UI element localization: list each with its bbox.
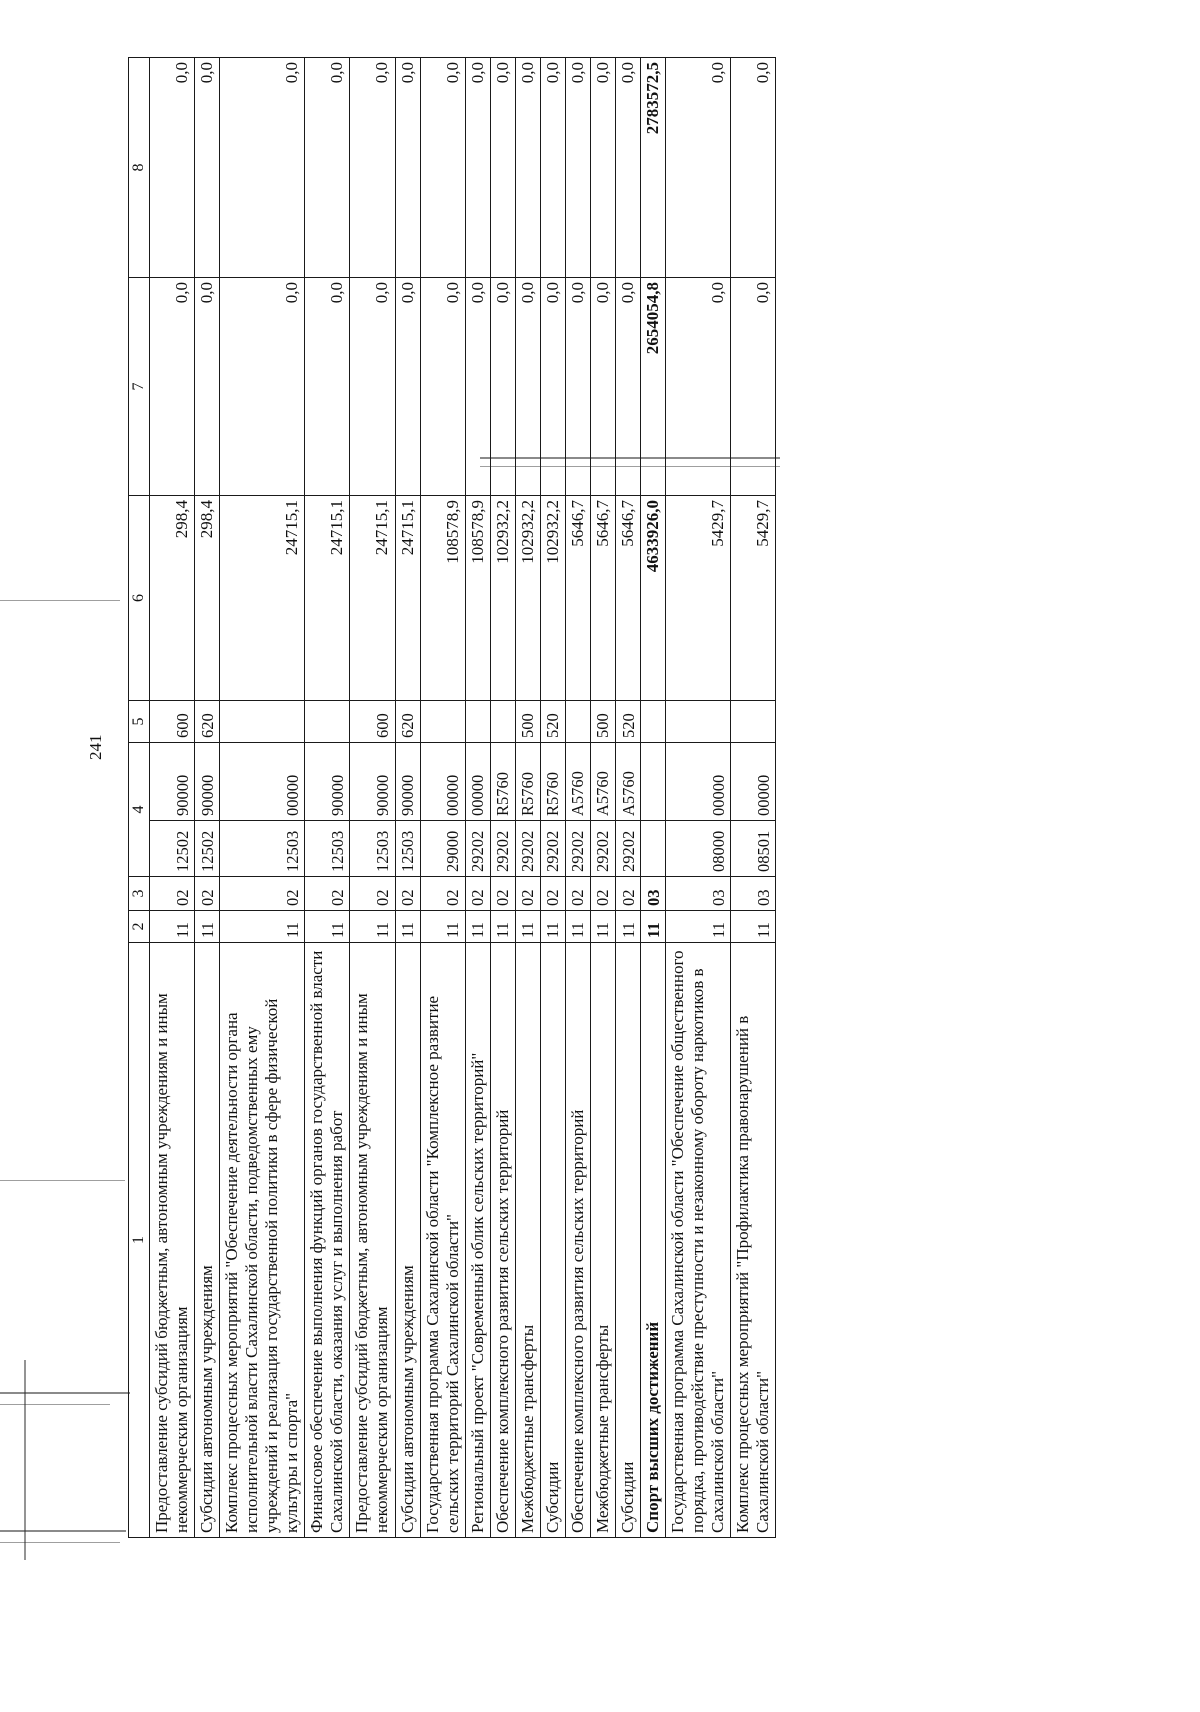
row-code-cell: 08501 xyxy=(731,821,776,877)
row-name-cell: Спорт высших достижений xyxy=(640,943,665,1538)
row-code-cell: R5760 xyxy=(515,743,540,821)
row-code-cell: 12503 xyxy=(305,821,350,877)
row-code-cell xyxy=(420,701,465,743)
scan-artifact-line xyxy=(0,1180,125,1181)
row-code-cell: 02 xyxy=(565,877,590,911)
row-code-cell: 02 xyxy=(515,877,540,911)
row-code-cell: 11 xyxy=(540,911,565,943)
row-amount-cell: 0,0 xyxy=(465,58,490,278)
table-row xyxy=(350,58,395,1538)
header-cell: 8 xyxy=(129,58,150,278)
row-code-cell: 500 xyxy=(515,701,540,743)
row-amount-cell: 0,0 xyxy=(195,278,220,496)
row-code-cell: 29202 xyxy=(490,821,515,877)
row-code-cell: 11 xyxy=(465,911,490,943)
row-code-cell: 29202 xyxy=(465,821,490,877)
row-code-cell: 00000 xyxy=(220,743,305,821)
row-amount-cell: 0,0 xyxy=(350,58,395,278)
row-code-cell: 00000 xyxy=(666,743,731,821)
row-name-cell: Межбюджетные трансферты xyxy=(515,943,540,1538)
row-amount-cell: 24715,1 xyxy=(350,496,395,701)
row-code-cell: 520 xyxy=(615,701,640,743)
row-name-cell: Государственная программа Сахалинской области "Комплексное развитие сельских территорий Сахалинской области" xyxy=(420,943,465,1538)
row-amount-cell: 0,0 xyxy=(590,278,615,496)
row-code-cell xyxy=(305,701,350,743)
row-code-cell: 02 xyxy=(395,877,420,911)
table-row xyxy=(395,58,420,1538)
row-name-cell: Предоставление субсидий бюджетным, автономным учреждениям и иным некоммерческим организациям xyxy=(350,943,395,1538)
row-code-cell: 500 xyxy=(590,701,615,743)
table-row xyxy=(150,58,195,1538)
header-cell: 1 xyxy=(129,943,150,1538)
row-code-cell: 620 xyxy=(395,701,420,743)
row-code-cell xyxy=(731,701,776,743)
row-code-cell: 90000 xyxy=(150,743,195,821)
row-code-cell: 11 xyxy=(195,911,220,943)
row-amount-cell: 0,0 xyxy=(395,278,420,496)
row-code-cell: 29000 xyxy=(420,821,465,877)
row-code-cell: 02 xyxy=(615,877,640,911)
row-code-cell: 11 xyxy=(615,911,640,943)
table-row xyxy=(565,58,590,1538)
row-amount-cell: 298,4 xyxy=(150,496,195,701)
row-code-cell: 29202 xyxy=(590,821,615,877)
row-amount-cell: 2783572,5 xyxy=(640,58,665,278)
row-amount-cell: 0,0 xyxy=(666,278,731,496)
row-amount-cell: 5429,7 xyxy=(666,496,731,701)
row-code-cell: A5760 xyxy=(590,743,615,821)
row-code-cell: 29202 xyxy=(565,821,590,877)
row-amount-cell: 0,0 xyxy=(515,278,540,496)
row-code-cell: 600 xyxy=(150,701,195,743)
row-amount-cell: 5646,7 xyxy=(565,496,590,701)
row-amount-cell: 24715,1 xyxy=(305,496,350,701)
row-code-cell: 02 xyxy=(150,877,195,911)
table-row xyxy=(615,58,640,1538)
row-name-cell: Обеспечение комплексного развития сельских территорий xyxy=(565,943,590,1538)
table-row xyxy=(420,58,465,1538)
row-amount-cell: 0,0 xyxy=(490,58,515,278)
row-amount-cell: 0,0 xyxy=(420,58,465,278)
row-code-cell: 11 xyxy=(490,911,515,943)
budget-table xyxy=(128,57,776,1538)
row-amount-cell: 108578,9 xyxy=(420,496,465,701)
row-code-cell: 11 xyxy=(640,911,665,943)
row-amount-cell: 0,0 xyxy=(350,278,395,496)
row-amount-cell: 0,0 xyxy=(195,58,220,278)
row-name-cell: Субсидии xyxy=(615,943,640,1538)
row-amount-cell: 4633926,0 xyxy=(640,496,665,701)
table-row xyxy=(220,58,305,1538)
row-code-cell: 02 xyxy=(490,877,515,911)
row-amount-cell: 0,0 xyxy=(465,278,490,496)
row-amount-cell: 0,0 xyxy=(731,58,776,278)
scan-artifact-line xyxy=(0,600,120,601)
scan-artifact-line xyxy=(24,1360,26,1560)
row-amount-cell: 0,0 xyxy=(515,58,540,278)
table-row xyxy=(540,58,565,1538)
row-code-cell xyxy=(640,821,665,877)
row-code-cell: 08000 xyxy=(666,821,731,877)
row-amount-cell: 2654054,8 xyxy=(640,278,665,496)
row-code-cell: 11 xyxy=(515,911,540,943)
row-amount-cell: 108578,9 xyxy=(465,496,490,701)
row-code-cell xyxy=(640,743,665,821)
table-header-row xyxy=(129,58,150,1538)
row-code-cell: 11 xyxy=(420,911,465,943)
row-amount-cell: 0,0 xyxy=(615,278,640,496)
row-amount-cell: 102932,2 xyxy=(515,496,540,701)
row-amount-cell: 0,0 xyxy=(540,58,565,278)
header-cell: 5 xyxy=(129,701,150,743)
row-code-cell: A5760 xyxy=(615,743,640,821)
row-name-cell: Предоставление субсидий бюджетным, автономным учреждениям и иным некоммерческим организациям xyxy=(150,943,195,1538)
row-code-cell: 02 xyxy=(420,877,465,911)
scan-artifact-line xyxy=(0,1392,130,1394)
row-code-cell: 11 xyxy=(350,911,395,943)
page-number: 241 xyxy=(86,734,105,760)
row-name-cell: Субсидии автономным учреждениям xyxy=(195,943,220,1538)
table-row xyxy=(666,58,731,1538)
row-name-cell: Финансовое обеспечение выполнения функций органов государственной власти Сахалинской области, оказания услуг и выполнения работ xyxy=(305,943,350,1538)
row-amount-cell: 0,0 xyxy=(490,278,515,496)
row-code-cell: R5760 xyxy=(540,743,565,821)
header-cell: 3 xyxy=(129,877,150,911)
row-code-cell: 11 xyxy=(305,911,350,943)
header-cell: 6 xyxy=(129,496,150,701)
row-code-cell: 90000 xyxy=(350,743,395,821)
row-code-cell: 11 xyxy=(220,911,305,943)
row-code-cell: 90000 xyxy=(305,743,350,821)
table-row xyxy=(590,58,615,1538)
row-code-cell: 02 xyxy=(350,877,395,911)
row-code-cell: 29202 xyxy=(540,821,565,877)
table-row xyxy=(305,58,350,1538)
row-name-cell: Комплекс процессных мероприятий "Обеспечение деятельности органа исполнительной власти Сахалинской области, подведомственных ему учреждений и реализация государственной политики в сфере физической культуры и спорта" xyxy=(220,943,305,1538)
row-amount-cell: 0,0 xyxy=(731,278,776,496)
row-code-cell: 90000 xyxy=(395,743,420,821)
row-code-cell: 03 xyxy=(731,877,776,911)
row-amount-cell: 0,0 xyxy=(615,58,640,278)
row-code-cell: 00000 xyxy=(465,743,490,821)
row-code-cell: 02 xyxy=(540,877,565,911)
row-code-cell: 90000 xyxy=(195,743,220,821)
header-cell: 2 xyxy=(129,911,150,943)
row-code-cell: 02 xyxy=(220,877,305,911)
table-row xyxy=(490,58,515,1538)
row-code-cell: 12503 xyxy=(350,821,395,877)
table-row xyxy=(731,58,776,1538)
row-code-cell: 620 xyxy=(195,701,220,743)
row-code-cell: 11 xyxy=(565,911,590,943)
header-cell: 7 xyxy=(129,278,150,496)
row-amount-cell: 0,0 xyxy=(565,278,590,496)
row-code-cell: 11 xyxy=(731,911,776,943)
row-code-cell: 12503 xyxy=(395,821,420,877)
row-code-cell: A5760 xyxy=(565,743,590,821)
row-amount-cell: 0,0 xyxy=(150,58,195,278)
row-code-cell: 02 xyxy=(305,877,350,911)
row-name-cell: Межбюджетные трансферты xyxy=(590,943,615,1538)
row-code-cell xyxy=(490,701,515,743)
row-code-cell: 02 xyxy=(465,877,490,911)
table-body xyxy=(150,58,776,1538)
row-amount-cell: 0,0 xyxy=(150,278,195,496)
row-code-cell: 03 xyxy=(640,877,665,911)
row-code-cell: 00000 xyxy=(731,743,776,821)
row-amount-cell: 298,4 xyxy=(195,496,220,701)
row-code-cell: 11 xyxy=(666,911,731,943)
table-row xyxy=(640,58,665,1538)
row-amount-cell: 0,0 xyxy=(666,58,731,278)
row-code-cell xyxy=(465,701,490,743)
row-amount-cell: 0,0 xyxy=(590,58,615,278)
row-code-cell: 12502 xyxy=(195,821,220,877)
row-code-cell: 03 xyxy=(666,877,731,911)
row-amount-cell: 5646,7 xyxy=(590,496,615,701)
row-code-cell: 02 xyxy=(195,877,220,911)
rotated-table-container xyxy=(128,58,1148,1538)
row-code-cell xyxy=(565,701,590,743)
row-code-cell: 02 xyxy=(590,877,615,911)
row-amount-cell: 0,0 xyxy=(565,58,590,278)
row-amount-cell: 0,0 xyxy=(220,278,305,496)
scan-artifact-line xyxy=(0,1530,126,1532)
table-row xyxy=(195,58,220,1538)
row-amount-cell: 102932,2 xyxy=(540,496,565,701)
row-amount-cell: 24715,1 xyxy=(395,496,420,701)
row-code-cell: 11 xyxy=(150,911,195,943)
row-code-cell: 29202 xyxy=(515,821,540,877)
row-name-cell: Обеспечение комплексного развития сельских территорий xyxy=(490,943,515,1538)
table-row xyxy=(515,58,540,1538)
row-amount-cell: 0,0 xyxy=(305,58,350,278)
row-amount-cell: 24715,1 xyxy=(220,496,305,701)
row-code-cell xyxy=(220,701,305,743)
header-cell: 4 xyxy=(129,743,150,877)
row-code-cell: R5760 xyxy=(490,743,515,821)
row-name-cell: Государственная программа Сахалинской области "Обеспечение общественного порядка, противодействие преступности и незаконному обороту наркотиков в Сахалинской области" xyxy=(666,943,731,1538)
row-amount-cell: 0,0 xyxy=(395,58,420,278)
row-name-cell: Комплекс процессных мероприятий "Профилактика правонарушений в Сахалинской области" xyxy=(731,943,776,1538)
row-name-cell: Региональный проект "Современный облик сельских территорий" xyxy=(465,943,490,1538)
row-code-cell: 29202 xyxy=(615,821,640,877)
row-amount-cell: 0,0 xyxy=(305,278,350,496)
row-code-cell: 11 xyxy=(395,911,420,943)
row-amount-cell: 0,0 xyxy=(540,278,565,496)
row-code-cell: 520 xyxy=(540,701,565,743)
row-amount-cell: 102932,2 xyxy=(490,496,515,701)
row-code-cell: 600 xyxy=(350,701,395,743)
row-code-cell: 12502 xyxy=(150,821,195,877)
row-code-cell xyxy=(666,701,731,743)
scan-artifact-line xyxy=(0,1542,120,1543)
row-name-cell: Субсидии автономным учреждениям xyxy=(395,943,420,1538)
row-name-cell: Субсидии xyxy=(540,943,565,1538)
row-amount-cell: 5646,7 xyxy=(615,496,640,701)
table-row xyxy=(465,58,490,1538)
row-code-cell: 00000 xyxy=(420,743,465,821)
row-amount-cell: 5429,7 xyxy=(731,496,776,701)
scan-artifact-line xyxy=(0,1404,110,1405)
row-code-cell: 12503 xyxy=(220,821,305,877)
row-code-cell xyxy=(640,701,665,743)
row-amount-cell: 0,0 xyxy=(420,278,465,496)
row-code-cell: 11 xyxy=(590,911,615,943)
row-amount-cell: 0,0 xyxy=(220,58,305,278)
